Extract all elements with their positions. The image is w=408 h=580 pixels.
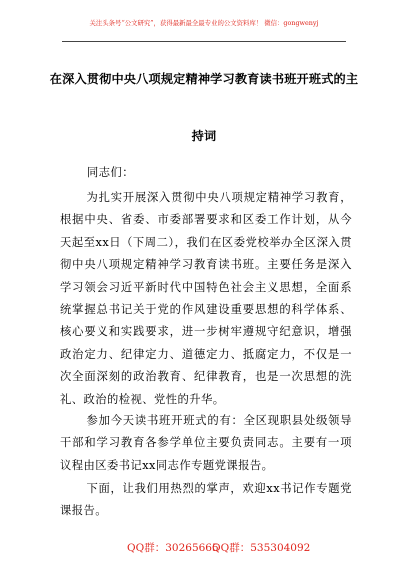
document-title-line-1: 在深入贯彻中央八项规定精神学习教育读书班开班式的主 [49, 72, 359, 86]
document-title-line-2: 持词 [191, 129, 217, 143]
body-paragraph-1: 为扎实开展深入贯彻中央八项规定精神学习教育，根据中央、省委、市委部署要求和区委工作计划，从今天起至xx日（下周二），我们在区委党校举办全区深入贯彻中央八项规定精神学习教育读书班。主要任务是深入学习领会习近平新时代中国特色社会主义思想，全面系统掌握总书记关于党的作风建设重要思想的科学体系、核心要义和实践要求，进一步树牢遵规守纪意识，增强政治定力、纪律定力、道德定力、抵腐定力，不仅是一次全面深刻的政治教育、纪律教育，也是一次思想的洗礼、政治的检视、党性的升华。 [60, 191, 352, 406]
footer-qq-group-left: QQ群：30265665 [127, 542, 219, 554]
salutation: 同志们： [87, 166, 134, 179]
footer-qq-group-right: QQ群：535304092 [212, 542, 311, 554]
header-banner: 关注头条号“公文研究”，获得最新最全最专业的公文资料库！ 微信：gongwenyj [89, 19, 319, 27]
body-paragraph-3: 下面，让我们用热烈的掌声，欢迎xx书记作专题党课报告。 [60, 482, 352, 518]
header-divider [62, 41, 346, 42]
body-paragraph-2: 参加今天读书班开班式的有：全区现职县处级领导干部和学习教育各参学单位主要负责同志。主要有一项议程由区委书记xx同志作专题党课报告。 [60, 414, 352, 472]
